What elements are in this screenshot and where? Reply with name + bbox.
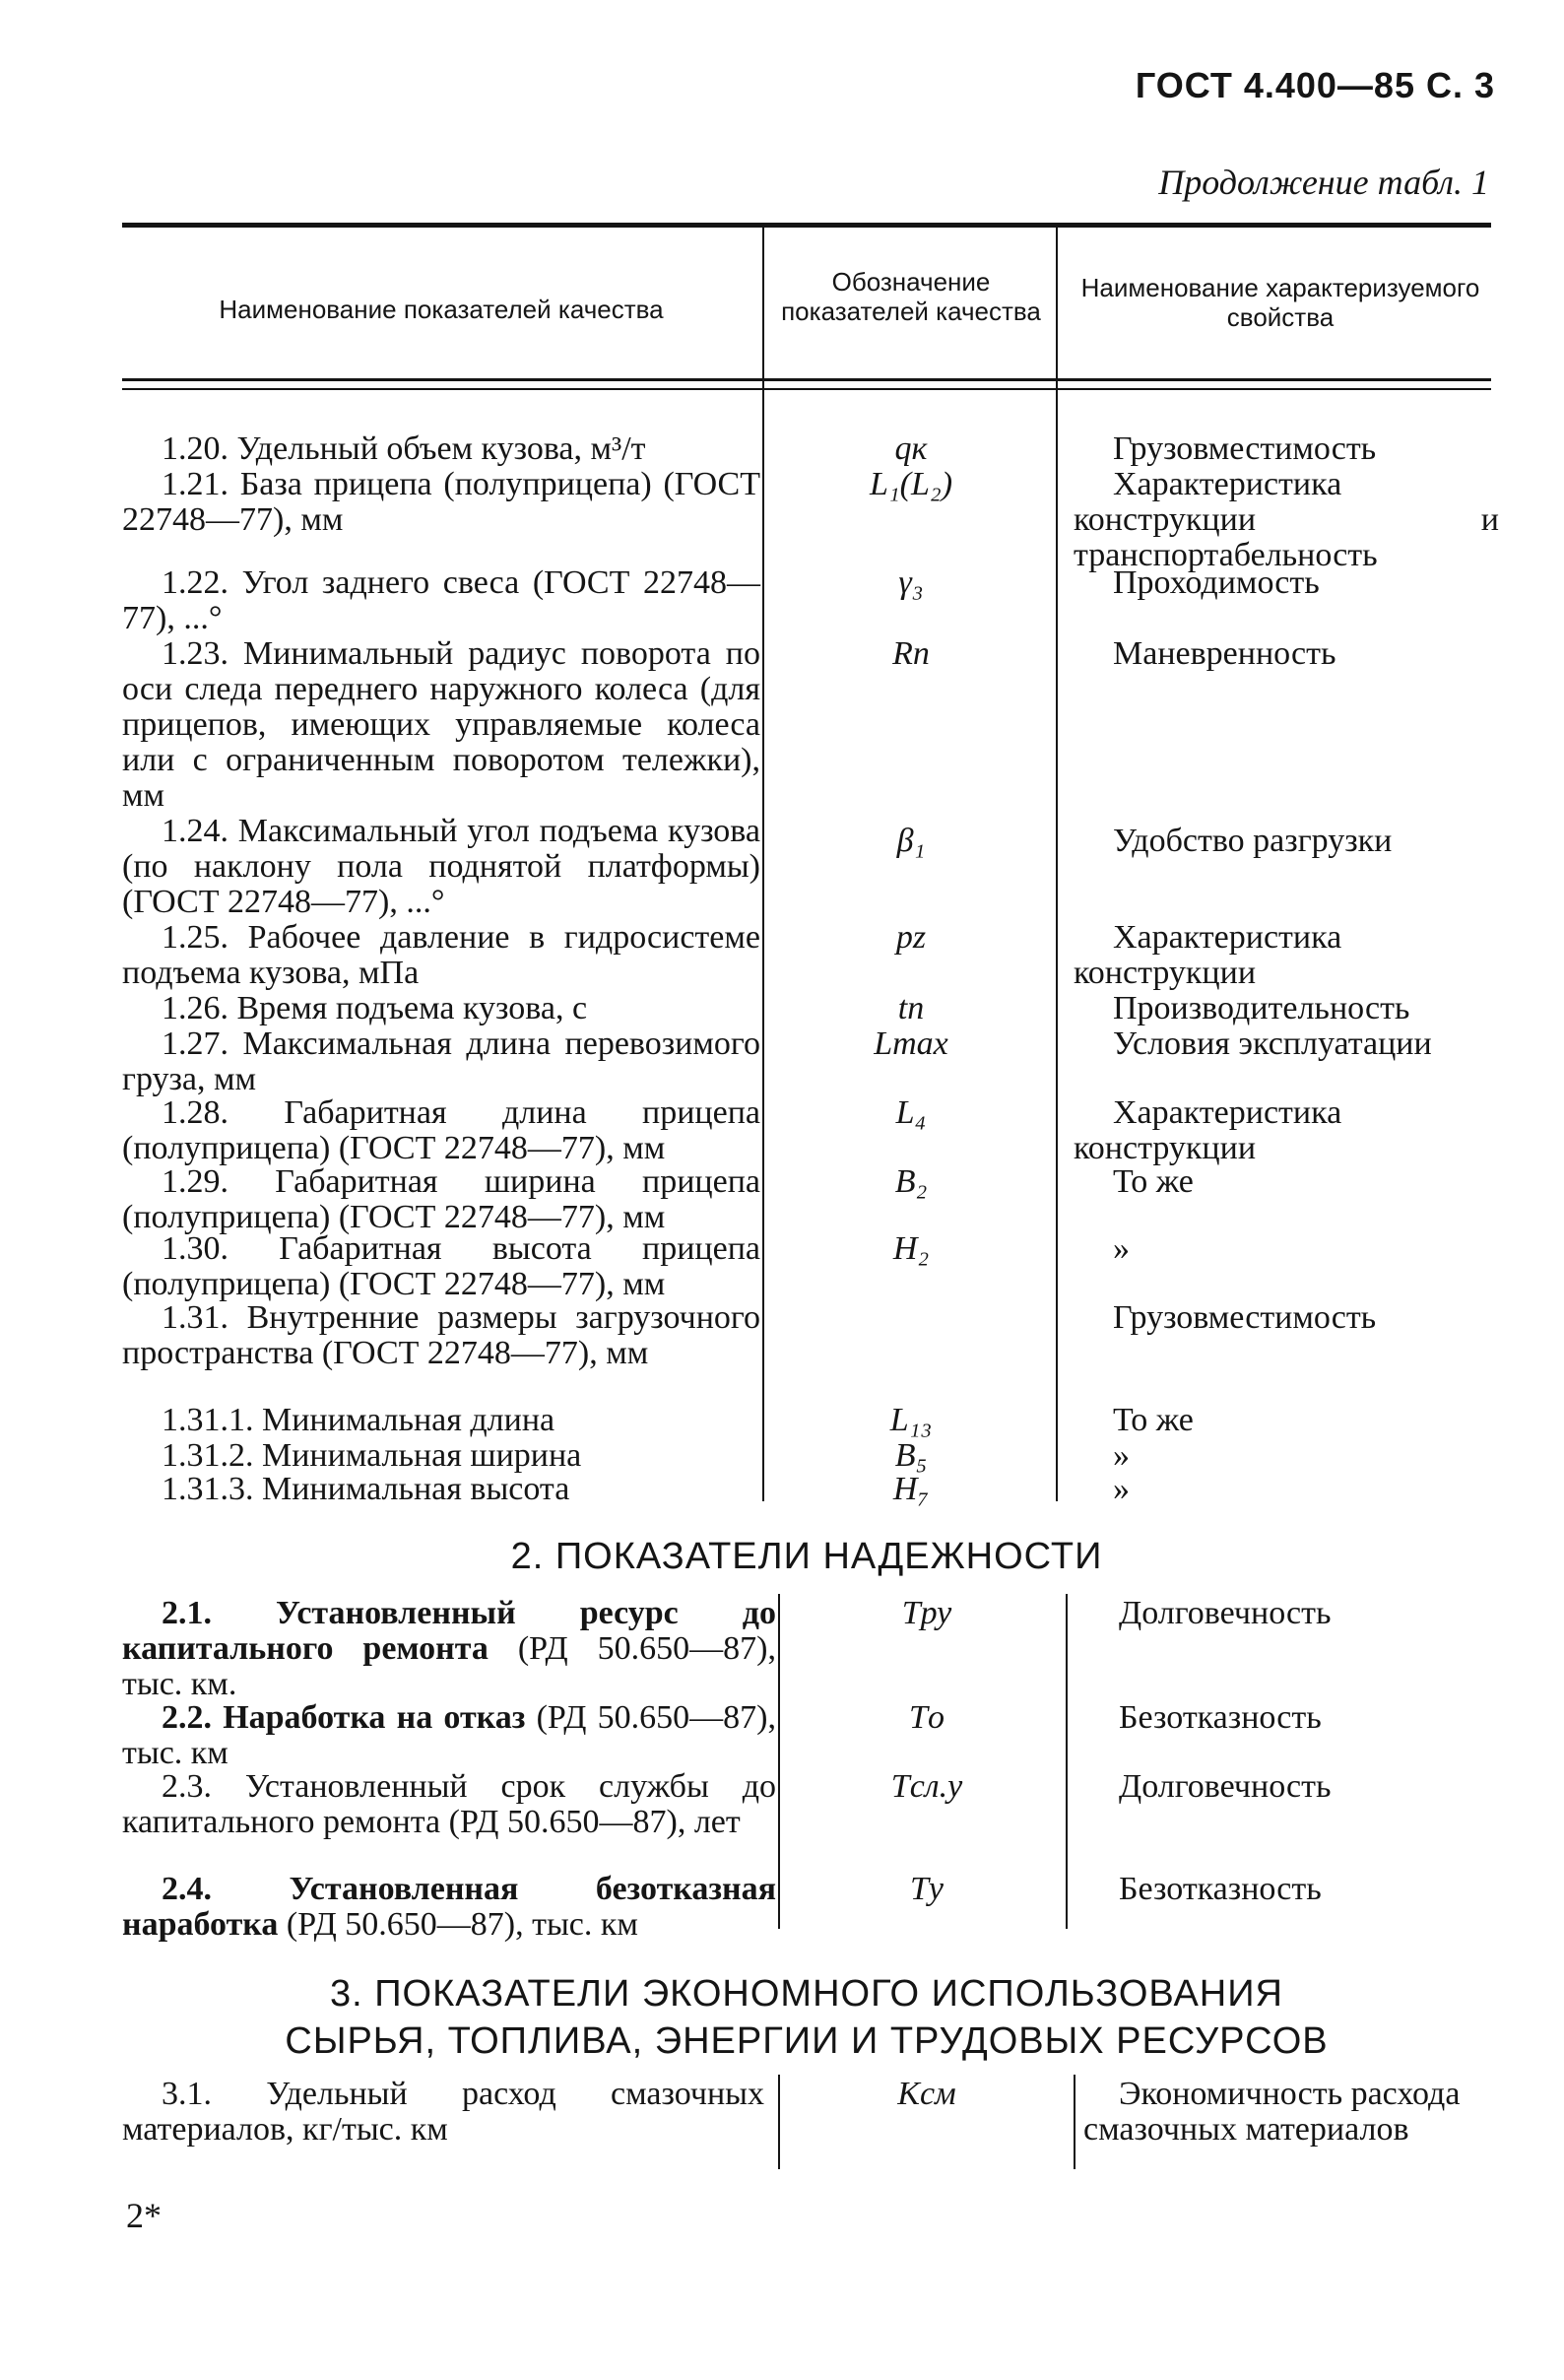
column-header-symbol: Обозначение показателей качества: [781, 267, 1041, 326]
page-mark: 2*: [126, 2196, 162, 2235]
table-header-rule-2: [122, 388, 1491, 390]
column-divider-2: [1074, 2075, 1075, 2169]
section-title-economy-line1: 3. ПОКАЗАТЕЛИ ЭКОНОМНОГО ИСПОЛЬЗОВАНИЯ: [329, 1973, 1284, 2015]
table-continuation-note: Продолжение табл. 1: [1158, 163, 1489, 202]
column-divider-1: [778, 1594, 780, 1929]
section-title-economy-line2: СЫРЬЯ, ТОПЛИВА, ЭНЕРГИИ И ТРУДОВЫХ РЕСУРСОВ: [285, 2020, 1329, 2062]
column-header-name: Наименование показателей качества: [219, 295, 664, 324]
table-top-rule: [122, 223, 1491, 228]
document-page: ГОСТ 4.400—85 С. 3 Продолжение табл. 1 Наименование показателей качества Обозначение показателей качества Наименование характеризуемого свойства 1.20. Удельный объем кузова, м³/т qк Грузовместимость 1.21. База прицепа (полуприцепа) (ГОСТ 22748—77), мм L₁(L₂) Характеристика конструкции и транспортабельность 1.22. Угол заднего свеса (ГОСТ 22748—77), ...° γ₃ Проходимость 1.23. Минимальный радиус поворота по оси следа переднего наружного колеса (для прицепов, имеющих управляемые колеса или с ограниченным поворотом тележки), мм Rп Маневренность 1.24. Максимальный угол подъема кузова (по наклону пола поднятой платформы) (ГОСТ 22748—77), ...° β₁ Удобство разгрузки 1.25. Рабочее давление в гидросистеме подъема кузова, мПа pz Характеристика конструкции 1.26. Время подъема кузова, с tп Производительность 1.27. Максимальная длина перевозимого груза, мм Lmax Условия эксплуатации 1.28. Габаритная длина прицепа (полуприцепа) (ГОСТ 22748—77), мм L₄ Характеристика конструкции 1.29. Габаритная ширина прицепа (полуприцепа) (ГОСТ 22748—77), мм B₂ То же 1.30. Габаритная высота прицепа (полуприцепа) (ГОСТ 22748—77), мм H₂ » 1.31. Внутренние размеры загрузочного пространства (ГОСТ 22748—77), мм Грузовместимость 1.31.1. Минимальная длина L₁₃ То же 1.31.2. Минимальная ширина B₅ » 1.31.3. Минимальная высота H₇ » 2. ПОКАЗАТЕЛИ НАДЕЖНОСТИ 2.1. Установленный ресурс до капитального ремонта (РД 50.650—87), тыс. км. Tру Долговечность 2.2. Наработка на отказ (РД 50.650—87), тыс. км Tо Безотказность 2.3. Установленный срок службы до капитального ремонта (РД 50.650—87), лет Tсл.у Долговечность 2.4. Установленная безотказная наработка (РД 50.650—87), тыс. км Tу Безотказность 3. ПОКАЗАТЕЛИ ЭКОНОМНОГО ИСПОЛЬЗОВАНИЯ СЫРЬЯ, ТОПЛИВА, ЭНЕРГИИ И ТРУДОВЫХ РЕСУРСОВ 3.1. Удельный расход смазочных материалов, кг/тыс. км Kсм Экономичность расхода смазочных материалов 2*: [122, 65, 1499, 2235]
document-reference: ГОСТ 4.400—85 С. 3: [1135, 65, 1495, 105]
column-header-property: Наименование характеризуемого свойства: [1080, 273, 1480, 332]
table-header-rule-1: [122, 378, 1491, 381]
column-divider-1: [778, 2075, 780, 2169]
column-divider-2: [1056, 225, 1058, 1501]
section-title-reliability: 2. ПОКАЗАТЕЛИ НАДЕЖНОСТИ: [510, 1536, 1103, 1577]
column-divider-1: [762, 225, 764, 1501]
